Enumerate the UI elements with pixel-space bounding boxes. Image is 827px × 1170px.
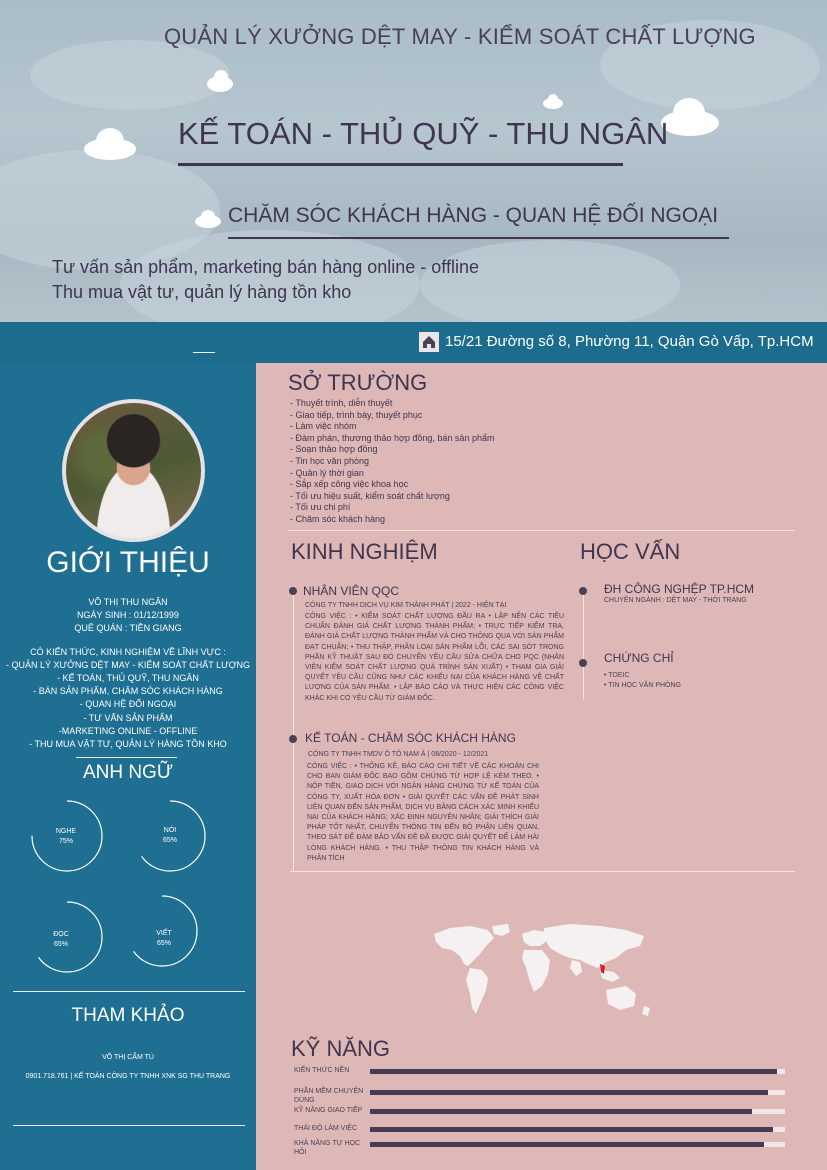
header-description-line: Thu mua vật tư, quản lý hàng tồn kho (52, 282, 352, 302)
avatar (62, 399, 205, 542)
reference-info: 0901.718.761 | KẾ TOÁN CÔNG TY TNHH XNK SG THU TRANG (25, 1073, 231, 1080)
divider (193, 352, 215, 353)
timeline-bullet (289, 735, 297, 743)
intro-line: - THU MUA VẬT TƯ, QUẢN LÝ HÀNG TỒN KHO (29, 739, 227, 749)
experience-title: KINH NGHIỆM (291, 539, 438, 564)
strength-item: - Chăm sóc khách hàng (290, 514, 386, 524)
certificate-item: • TIN HỌC VĂN PHÒNG (604, 682, 681, 689)
skill-label: KIẾN THỨC NỀN (294, 1067, 350, 1074)
ring-label: ĐỌC 65% (53, 931, 69, 948)
strength-item: - Tối ưu hiệu suất, kiểm soát chất lượng (290, 490, 450, 501)
intro-line: CÓ KIẾN THỨC, KINH NGHIỆM VỀ LĨNH VỰC : (30, 647, 226, 657)
school-name: ĐH CÔNG NGHỆP TP.HCM (604, 582, 755, 596)
job-title: NHÂN VIÊN QQC (303, 584, 400, 598)
divider (288, 530, 795, 531)
world-map-image (430, 920, 656, 1022)
sidebar (0, 363, 256, 1170)
intro-line: NGÀY SINH : 01/12/1999 (77, 610, 179, 620)
job-details: CÔNG VIỆC : • KIỂM SOÁT CHẤT LƯỢNG ĐẦU RA • LẬP NÊN CÁC TIÊU CHUẨN ĐÁNH GIÁ CHẤT LƯỢNG THÀNH PHẨM; • TRỰC TIẾP KIỂM TRA, ĐÁNH GIÁ CHẤT LƯỢNG THÀNH PHẨM VÀ CHO THÔNG QUA VỚI SẢN PHẨM ĐẠT CHUẨN; • THU THẬP, PHÂN LOẠI SẢN PHẨM LỖI, CÁC SAI SÓT TRONG PHẦN KỸ THUẬT SAU ĐÓ CHUYỂN YÊU CẦU SỬA CHỮA CHO PQC (NHÂN VIÊN KIỂM SOÁT CHẤT LƯỢNG QUÁ TRÌNH SẢN XUẤT) • THAM GIA GIẢI QUYẾT YÊU CẦU CŨNG NHƯ CÁC KHIẾU NẠI CỦA KHÁCH HÀNG VỀ CHẤT LƯỢNG CỦA SẢN PHẨM. • LẬP BÁO CÁO VÀ THỰC HIỆN CÁC CÔNG VIỆC KHÁC KHI CÓ YÊU CẦU TỪ GIÁM ĐỐC. (305, 613, 564, 702)
intro-line: -MARKETING ONLINE - OFFLINE (58, 726, 198, 736)
skill-bar-fill (370, 1142, 764, 1147)
intro-line: - KẾ TOÁN, THỦ QUỸ, THU NGÂN (57, 673, 199, 683)
job-company: CÔNG TY TNHH TMDV Ô TÔ NAM Á | 08/2020 - 12/2021 (308, 751, 489, 758)
skill-bar (370, 1109, 785, 1114)
strength-item: - Tin học văn phòng (290, 456, 370, 466)
job-title: KẾ TOÁN - CHĂM SÓC KHÁCH HÀNG (305, 731, 516, 745)
job-details: CÔNG VIỆC : • THỐNG KÊ, BÁO CÁO CHI TIẾT VỀ CÁC KHOẢN CHI CHO BAN GIÁM ĐỐC BAO GỒM CHỨNG TỪ HỢP LỆ KÈM THEO. • NỘP TIỀN, GIAO DỊCH VỚI NGÂN HÀNG CHỨNG TỪ KẾ TOÁN CỦA CÔNG TY, XUẤT HÓA ĐƠN • GIẢI QUYẾT CÁC VẤN ĐỀ PHÁT SINH LIÊN QUAN ĐẾN SẢN PHẨM, DỊCH VỤ BẰNG CÁCH XÁC MINH KHIẾU NẠI CỦA KHÁCH HÀNG; XÁC ĐỊNH NGUYÊN NHÂN; GIẢI THÍCH GIẢI PHÁP TỐT NHẤT, CHUYỂN THÔNG TIN ĐẾN BỘ PHẬN LIÊN QUAN, THEO SÁT ĐỂ ĐẢM BẢO VẤN ĐỀ ĐÃ ĐƯỢC GIẢI QUYẾT ĐỂ LÀM HÀI LÒNG KHÁCH HÀNG. • THU THẬP THÔNG TIN KHÁCH HÀNG VÀ PHÂN TÍCH (307, 763, 539, 862)
ring-label: VIẾT 65% (156, 930, 172, 947)
timeline-bullet (579, 587, 587, 595)
skill-bar (370, 1127, 785, 1132)
education-title: HỌC VẤN (580, 539, 681, 564)
job-company: CÔNG TY TNHH DỊCH VỤ KIM THÀNH PHÁT | 2022 - HIỆN TẠI (305, 602, 507, 609)
intro-line: VÕ THỊ THU NGÂN (88, 597, 168, 607)
timeline-line (583, 592, 584, 700)
timeline-line (293, 590, 294, 872)
skill-bar (370, 1069, 785, 1074)
ring-label: NGHE 75% (55, 828, 77, 845)
intro-title: GIỚI THIỆU (46, 546, 210, 579)
divider (290, 871, 795, 872)
skills-title: KỸ NĂNG (291, 1036, 391, 1061)
timeline-bullet (289, 587, 297, 595)
address-text: 15/21 Đường số 8, Phường 11, Quận Gò Vấp, Tp.HCM (445, 333, 814, 350)
english-title: ANH NGỮ (82, 762, 174, 783)
skill-bar-fill (370, 1090, 768, 1095)
intro-line: QUÊ QUÁN : TIỀN GIANG (74, 623, 182, 633)
strength-item: - Sắp xếp công việc khoa học (290, 479, 409, 490)
strength-item: - Thuyết trình, diễn thuyết (290, 398, 393, 408)
certificate-item: • TOEIC (604, 672, 630, 679)
intro-line: - QUAN HỆ ĐỐI NGOẠI (79, 699, 177, 709)
strength-item: - Làm việc nhóm (290, 421, 357, 432)
header-banner (0, 0, 827, 322)
skill-bar (370, 1142, 785, 1147)
skill-bar-fill (370, 1109, 752, 1114)
divider (76, 757, 177, 758)
reference-title: THAM KHẢO (71, 1005, 185, 1026)
reference-name: VÕ THỊ CẨM TÚ (102, 1054, 154, 1061)
certificates-title: CHỨNG CHỈ (604, 651, 674, 665)
skill-bar-fill (370, 1069, 777, 1074)
strength-item: - Quản lý thời gian (290, 467, 364, 478)
divider (13, 1125, 245, 1126)
skill-label: KHẢ NĂNG TỰ HỌC HỎI (294, 1140, 361, 1156)
ring-label: NÓI 65% (162, 827, 177, 844)
header-title-secondary: KẾ TOÁN - THỦ QUỸ - THU NGÂN (178, 116, 669, 151)
intro-line: - QUẢN LÝ XƯỞNG DỆT MAY - KIỂM SOÁT CHẤT LƯỢNG (5, 660, 250, 670)
skill-label: KỸ NĂNG GIAO TIẾP (294, 1107, 363, 1114)
address-bar (0, 322, 827, 363)
strength-item: - Đàm phán, thương thảo hợp đồng, bán sản phẩm (290, 432, 495, 443)
divider (13, 991, 245, 992)
school-major: CHUYÊN NGÀNH : DỆT MAY - THỜI TRANG (604, 597, 747, 604)
skill-label: PHẦN MỀM CHUYÊN DÙNG (294, 1088, 364, 1104)
header-title-tertiary: CHĂM SÓC KHÁCH HÀNG - QUAN HỆ ĐỐI NGOẠI (228, 204, 719, 227)
strength-item: - Giao tiếp, trình bày, thuyết phục (290, 409, 423, 420)
strength-item: - Soạn thảo hợp đồng (290, 444, 378, 455)
strength-item: - Tối ưu chi phí (290, 502, 351, 513)
skill-bar (370, 1090, 785, 1095)
divider (228, 237, 729, 239)
intro-line: - TƯ VẤN SẢN PHẨM (83, 713, 173, 723)
strengths-title: SỞ TRƯỜNG (288, 370, 428, 395)
skill-bar-fill (370, 1127, 773, 1132)
timeline-bullet (579, 659, 587, 667)
divider (178, 163, 623, 166)
header-title-primary: QUẢN LÝ XƯỞNG DỆT MAY - KIỂM SOÁT CHẤT LƯỢNG (164, 24, 756, 49)
intro-line: - BÁN SẢN PHẨM, CHĂM SÓC KHÁCH HÀNG (33, 686, 223, 696)
header-description-line: Tư vấn sản phẩm, marketing bán hàng online - offline (52, 257, 479, 277)
home-icon (419, 332, 439, 352)
skill-label: THÁI ĐỘ LÀM VIỆC (294, 1125, 358, 1132)
